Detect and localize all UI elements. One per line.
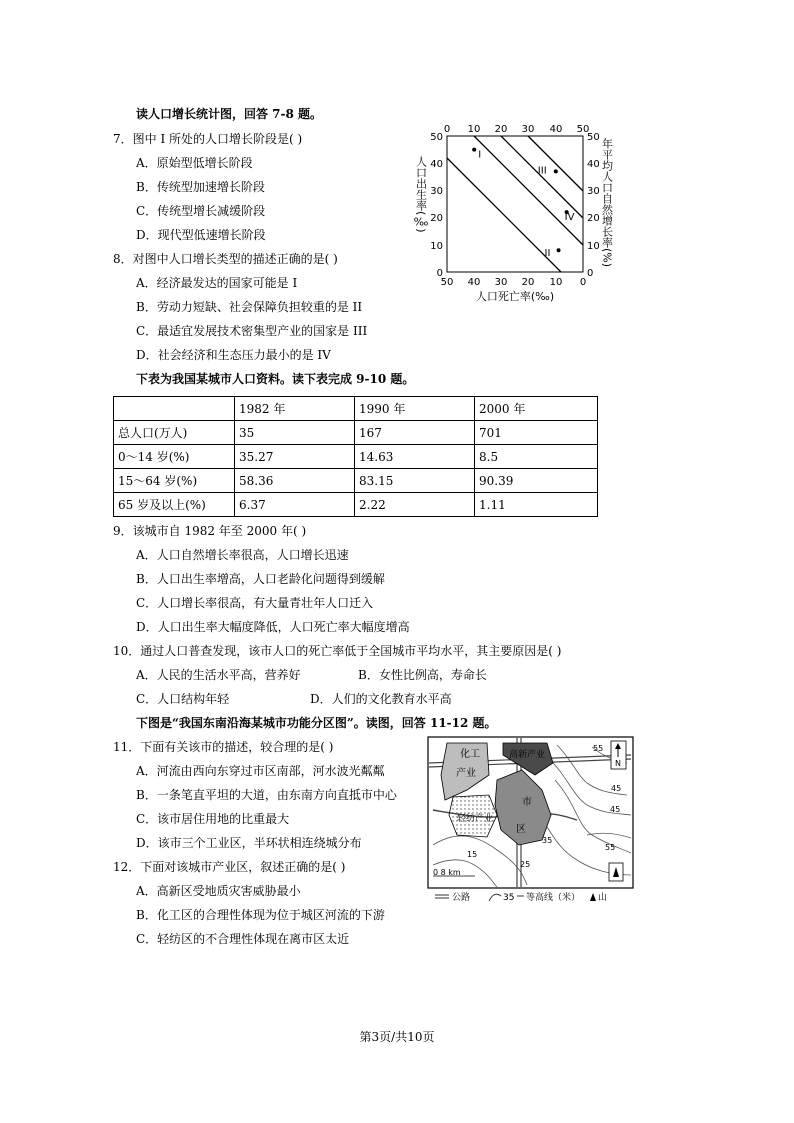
table-cell: 701 [475,421,598,445]
table-cell: 58.36 [235,469,355,493]
table-header-cell: 2000 年 [475,397,598,421]
contour-value: 45 [610,805,621,814]
top-tick: 40 [549,124,563,135]
q12-stem: 12．下面对该城市产业区，叙述正确的是( ) [113,860,346,874]
intro-9-10: 下表为我国某城市人口资料。读下表完成 9-10 题。 [136,372,415,386]
legend-mountain-icon [590,893,596,901]
q11-option-b[interactable]: B．一条笔直平坦的大道，由东南方向直抵市中心 [136,788,397,802]
q8-option-d[interactable]: D．社会经济和生态压力最小的是 IV [136,348,331,362]
chart-point-label: II [544,248,551,260]
q11-option-c[interactable]: C．该市居住用地的比重最大 [136,812,290,826]
map-label-hitech: 高新产业 [509,750,546,760]
right-tick: 50 [587,132,600,143]
q9-option-b[interactable]: B．人口出生率增高，人口老龄化问题得到缓解 [136,572,385,586]
bottom-tick: 40 [467,277,481,288]
table-cell: 6.37 [235,493,355,517]
contour-value: 25 [520,860,531,869]
table-cell: 14.63 [355,445,475,469]
page-footer: 第3页/共10页 [359,1030,435,1044]
q8-stem: 8．对图中人口增长类型的描述正确的是( ) [113,252,338,266]
q7-option-a[interactable]: A．原始型低增长阶段 [136,156,253,170]
left-tick: 20 [430,213,443,224]
top-tick: 0 [443,124,451,135]
table-cell: 2.22 [355,493,475,517]
table-row [114,445,598,469]
table-header-cell: 1982 年 [235,397,355,421]
q8-option-c[interactable]: C．最适宜发展技术密集型产业的国家是 III [136,324,368,338]
map-label-city: 区 [516,824,526,835]
q10-stem: 10．通过人口普查发现，该市人口的死亡率低于全国城市平均水平，其主要原因是( ) [113,644,562,658]
map-label-light-industry: 轻纺产业 [457,814,494,824]
q7-option-b[interactable]: B．传统型加速增长阶段 [136,180,265,194]
q9-option-c[interactable]: C．人口增长率很高，有大量青壮年人口迁入 [136,596,374,610]
left-tick: 30 [430,186,443,197]
top-tick: 30 [521,124,535,135]
table-cell: 167 [355,421,475,445]
left-tick: 10 [430,241,443,252]
q10-option-d[interactable]: D．人们的文化教育水平高 [310,692,452,706]
table-header-cell [114,397,235,421]
right-tick: 10 [587,241,600,252]
contour-value: 35 [542,836,553,845]
top-tick: 10 [467,124,481,135]
bottom-tick: 30 [494,277,508,288]
contour-value: 55 [605,843,616,852]
left-tick: 0 [436,268,443,279]
q7-option-d[interactable]: D．现代型低速增长阶段 [136,228,266,242]
q12-option-c[interactable]: C．轻纺区的不合理性体现在离市区太近 [136,932,350,946]
north-arrow-icon: N [615,759,621,768]
q10-option-a[interactable]: A．人民的生活水平高，营养好 [136,668,301,682]
chart-point-II [557,248,561,252]
table-row [114,469,598,493]
contour-value: 15 [467,850,478,859]
q8-option-a[interactable]: A．经济最发达的国家可能是 I [136,276,298,290]
left-axis-label: 人口出生率(‰) [414,156,428,233]
table-cell: 35 [235,421,355,445]
q9-option-d[interactable]: D．人口出生率大幅度降低，人口死亡率大幅度增高 [136,620,410,634]
chart-point-label: I [478,149,482,161]
legend-contour: 等高线（米） [526,893,581,903]
q10-option-b[interactable]: B．女性比例高，寿命长 [358,668,487,682]
map-scale: 0 8 km [433,868,461,877]
left-tick: 50 [430,132,443,143]
legend-mountain: 山 [598,893,608,903]
map-label-chemical: 产业 [456,768,476,779]
contour-value: 45 [611,784,622,793]
chart-point-label: III [537,165,547,177]
table-cell: 35.27 [235,445,355,469]
q12-option-b[interactable]: B．化工区的合理性体现为位于城区河流的下游 [136,908,385,922]
table-cell: 总人口(万人) [114,421,235,445]
map-label-city: 市 [522,797,532,808]
table-cell: 1.11 [475,493,598,517]
city-function-map [427,735,637,910]
table-row [114,421,598,445]
table-cell: 0～14 岁(%) [114,445,235,469]
q11-option-d[interactable]: D．该市三个工业区，半环状相连绕城分布 [136,836,362,850]
left-tick: 40 [430,159,443,170]
legend-contour-value: 35 [503,893,515,903]
bottom-tick: 10 [549,277,563,288]
chart-point-III [554,169,558,173]
right-axis-label: 年平均人口自然增长率(%) [600,138,614,268]
population-table [113,396,598,517]
intro-7-8: 读人口增长统计图，回答 7-8 题。 [136,107,323,121]
legend-road: 公路 [452,893,471,903]
population-growth-chart [410,118,620,308]
table-header-cell: 1990 年 [355,397,475,421]
bottom-tick: 20 [521,277,535,288]
q11-option-a[interactable]: A．河流由西向东穿过市区南部，河水波光粼粼 [136,764,385,778]
top-tick: 20 [494,124,508,135]
chart-point-I [472,148,476,152]
q10-option-c[interactable]: C．人口结构年轻 [136,692,230,706]
table-cell: 8.5 [475,445,598,469]
bottom-axis-label: 人口死亡率(‰) [475,290,555,303]
intro-11-12: 下图是“我国东南沿海某城市功能分区图”。读图，回答 11-12 题。 [136,716,497,730]
table-row [114,493,598,517]
right-tick: 40 [587,159,600,170]
bottom-tick: 50 [440,277,454,288]
table-header-row [114,397,598,421]
q9-option-a[interactable]: A．人口自然增长率很高，人口增长迅速 [136,548,349,562]
table-cell: 65 岁及以上(%) [114,493,235,517]
right-tick: 30 [587,186,600,197]
q11-stem: 11．下面有关该市的描述，较合理的是( ) [113,740,334,754]
top-tick: 50 [576,124,590,135]
q8-option-b[interactable]: B．劳动力短缺、社会保障负担较重的是 II [136,300,363,314]
right-tick: 20 [587,213,600,224]
table-cell: 83.15 [355,469,475,493]
q12-option-a[interactable]: A．高新区受地质灾害威胁最小 [136,884,301,898]
map-label-chemical: 化工 [460,749,480,760]
table-cell: 90.39 [475,469,598,493]
q9-stem: 9．该城市自 1982 年至 2000 年( ) [113,524,307,538]
right-tick: 0 [587,268,594,279]
contour-value: 55 [593,744,604,753]
bottom-tick: 0 [579,277,587,288]
q7-option-c[interactable]: C．传统型增长减缓阶段 [136,204,266,218]
q7-stem: 7．图中 I 所处的人口增长阶段是( ) [113,132,303,146]
table-cell: 15～64 岁(%) [114,469,235,493]
chart-point-label: IV [564,212,575,224]
